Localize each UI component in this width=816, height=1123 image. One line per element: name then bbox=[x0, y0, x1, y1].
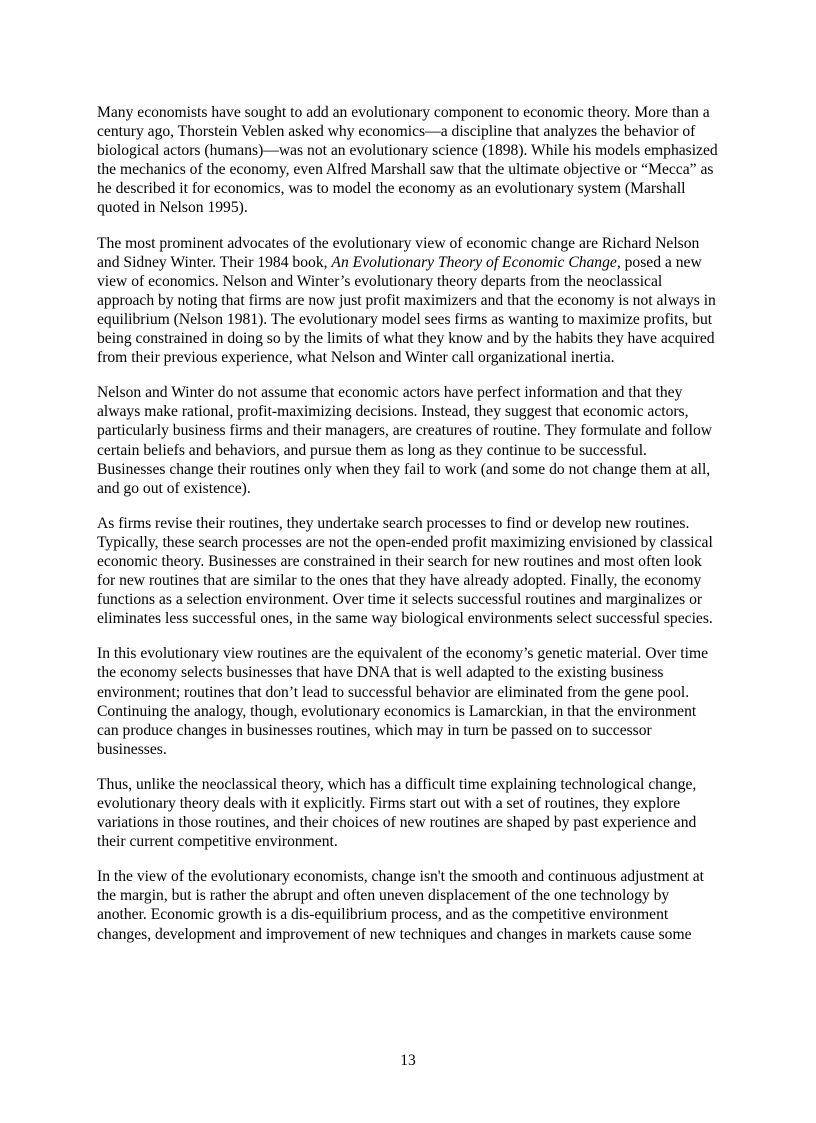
paragraph-disequilibrium bbox=[97, 867, 719, 943]
paragraph-text: Many economists have sought to add an evolutionary component to economic theory. More than a century ago, Thorstein Veblen asked why economics—a discipline that analyzes the behavior of biological actors (humans)—was not an evolutionary science (1898). While his models emphasized the mechanics of the economy, even Alfred Marshall saw that the ultimate objective or “Mecca” as he described it for economics, was to model the economy as an evolutionary system (Marshall quoted in Nelson 1995). bbox=[97, 104, 718, 217]
paragraph-text: Nelson and Winter do not assume that economic actors have perfect information and that they always make rational, profit-maximizing decisions. Instead, they suggest that economic actors, particularly business firms and their managers, are creatures of routine. They formulate and follow certain beliefs and behaviors, and pursue them as long as they continue to be successful. Businesses change their routines only when they fail to work (and some do not change them at all, and go out of existence). bbox=[97, 384, 713, 497]
paragraph-text: Thus, unlike the neoclassical theory, which has a difficult time explaining technological change, evolutionary theory deals with it explicitly. Firms start out with a set of routines, they explore variations in those routines, and their choices of new routines are shaped by past experience and their current competitive environment. bbox=[97, 775, 697, 851]
paragraph-text: The most prominent advocates of the evolutionary view of economic change are Richard Nelson and Sidney Winter. Their 1984 book, bbox=[97, 234, 700, 271]
paragraph-text: , posed a new view of economics. Nelson and Winter’s evolutionary theory departs from the neoclassical approach by noting that firms are now just profit maximizers and that the economy is not always in equilibrium (Nelson 1981). The evolutionary model sees firms as wanting to maximize profits, but being constrained in doing so by the limits of what they know and by the habits they have acquired from their previous experience, what Nelson and Winter call organizational inertia. bbox=[97, 253, 716, 367]
paragraph-text: In the view of the evolutionary economists, change isn't the smooth and continuous adjustment at the margin, but is rather the abrupt and often uneven displacement of the one technology by another. Economic growth is a dis-equilibrium process, and as the competitive environment changes, development and improvement of new techniques and changes in markets cause some bbox=[97, 868, 704, 943]
paragraph-routines bbox=[97, 383, 719, 498]
page-number: 13 bbox=[400, 1052, 416, 1069]
paragraph-technological-change bbox=[97, 775, 719, 851]
paragraph-genetic-material bbox=[97, 644, 719, 759]
paragraph-veblen-marshall bbox=[97, 103, 719, 218]
paragraph-text: As firms revise their routines, they undertake search processes to find or develop new routines. Typically, these search processes are not the open-ended profit maximizing envisioned by classical economic theory. Businesses are constrained in their search for new routines and most often look for new routines that are similar to the ones that they have already adopted. Finally, the economy functions as a selection environment. Over time it selects successful routines and marginalizes or eliminates less successful ones, in the same way biological environments select successful species. bbox=[97, 514, 713, 628]
paragraph-nelson-winter bbox=[97, 234, 719, 368]
paragraph-search-processes bbox=[97, 514, 719, 629]
paragraph-text: In this evolutionary view routines are the equivalent of the economy’s genetic material. Over time the economy selects businesses that have DNA that is well adapted to the existing business environment; routines that don’t lead to successful behavior are eliminated from the gene pool. Continuing the analogy, though, evolutionary economics is Lamarckian, in that the environment can produce changes in businesses routines, which may in turn be passed on to successor businesses. bbox=[97, 645, 708, 758]
book-title: An Evolutionary Theory of Economic Change bbox=[331, 253, 617, 271]
document-body bbox=[97, 103, 719, 960]
